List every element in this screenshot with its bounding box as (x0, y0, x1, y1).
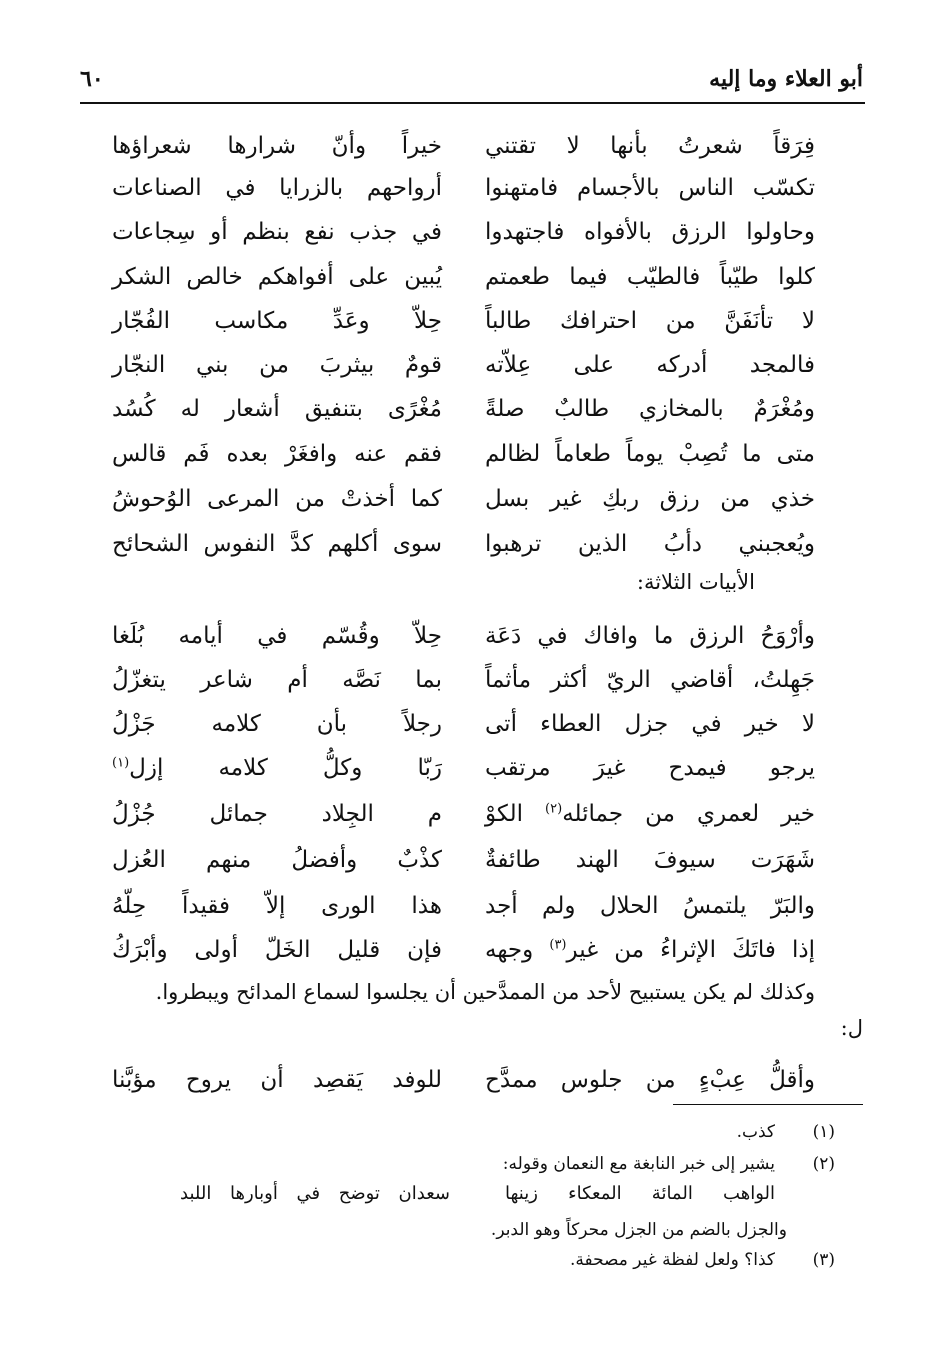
verse-line (112, 926, 815, 974)
footnote-ref-3[interactable]: (٣) (549, 937, 567, 953)
footnote-ref-2[interactable]: (٢) (545, 801, 563, 817)
verse-left-hemistich: بما نَصَّه أم شاعر يتغزّلُ (112, 667, 442, 693)
prose-paragraph: وكذلك لم يكن يستبيح لأحد من الممدَّحين أن يجلسوا لسماع المدائح ويبطروا. (155, 980, 815, 1004)
verse-right-hemistich: وأرْوَحُ الرزق ما وافاك في دَعَة (485, 623, 815, 649)
verse-line (112, 122, 815, 170)
footnote-rule (673, 1104, 863, 1105)
verse-right-hemistich: ويُعجبني دأبُ الذين ترهبوا (485, 531, 815, 557)
verse-line (112, 882, 815, 930)
footnote-number: (٣) (812, 1250, 835, 1270)
verse-left-hemistich: رجلاً بأن كلامه جَزْلُ (112, 711, 442, 737)
footnote-text: كذب. (736, 1122, 775, 1142)
footnote-verse (180, 1183, 775, 1213)
verse-right-hemistich: لا خير في جزل العطاء أتى (485, 711, 815, 737)
verse-right-text: إذا فاتَكَ الإثراءُ من غير (566, 937, 815, 963)
verse-right-text: خير لعمري من جمائله (562, 801, 815, 827)
verse-line (112, 1056, 815, 1104)
verse-right-hemistich: والبَرّ يلتمسُ الحلال ولم أجد (485, 893, 815, 919)
footnote-ref-1[interactable]: (١) (112, 755, 130, 771)
verse-line (112, 253, 815, 301)
verse-left-hemistich: م الجِلاد جمائل جُزْلُ (112, 801, 442, 827)
footnote-text: كذا؟ ولعل لفظة غير مصحفة. (569, 1250, 775, 1270)
header-rule (80, 102, 865, 104)
verse-right-end: وجهه (485, 937, 550, 963)
prose-continuation: ل: (840, 1016, 863, 1040)
page-header (80, 62, 863, 96)
page-number: ٦٠ (80, 66, 104, 92)
verse-right-end: الكوْ (485, 801, 546, 827)
verse-line (112, 164, 815, 212)
verse-left-hemistich: للوفد يَقصِد أن يروح مؤبَّنا (112, 1067, 442, 1093)
verse-line (112, 208, 815, 256)
verse-right-hemistich: وأقلُّ عِبْءٍ من جلوس ممدَّح (485, 1067, 815, 1093)
verse-right-hemistich: جَهِلتُ، أقاضي الريّ أكثر مأثماً (485, 667, 815, 693)
verse-line (112, 385, 815, 433)
verse-left-hemistich: حِلاّ وقُسّم في أيامه بُلَغا (112, 623, 442, 649)
verse-left-hemistich: كما أخذتْ من المرعى الوُحوشُ (112, 486, 442, 512)
verse-left-hemistich: حِلاّ وعَدِّ مكاسب الفُجّار (112, 308, 442, 334)
verse-left-hemistich: مُغْرًى بتنفيق أشعار له كُسُد (112, 396, 442, 422)
verse-right-hemistich: وحاولوا الرزق بالأفواه فاجتهدوا (485, 219, 815, 245)
verse-left-hemistich: فقم عنه وافغَرْ بعده فَم قالس (112, 441, 442, 467)
verse-left-hemistich (112, 755, 442, 781)
footnote-3 (108, 1246, 835, 1274)
footnote-verse-right: الواهب المائة المعكاء زينها (505, 1183, 775, 1204)
verse-left-hemistich: كذْبٌ وأفضلُ منهم العُزل (112, 847, 442, 873)
book-title: أبو العلاء وما إليه (709, 66, 863, 92)
verse-line (112, 656, 815, 704)
verse-line (112, 790, 815, 838)
verse-left-hemistich: قومٌ بيثربَ من بني النجّار (112, 352, 442, 378)
verse-left-text: رَبّا وكلُّ كلامه إزل (129, 755, 442, 781)
verse-left-hemistich: يُبين على أفواهكم خالص الشكر (112, 264, 442, 290)
verse-right-hemistich: فالمجد أدركه على عِلاّته (485, 352, 815, 378)
verse-right-hemistich: فِرَقاً شعرتُ بأنها لا تقتني (485, 133, 815, 159)
verse-right-hemistich: يرجو فيمدح غيرَ مرتقب (485, 755, 815, 781)
verse-left-hemistich: خيراً وأنّ شرارها شعراؤها (112, 133, 442, 159)
footnote-2-gloss (108, 1216, 835, 1244)
verse-right-hemistich: لا تأنَفَنَّ من احترافك طالباً (485, 308, 815, 334)
verse-left-hemistich: هذا الورى إلاّ فقيداً حِلّهُ (112, 893, 442, 919)
verse-left-hemistich: أرواحهم بالزرايا في الصناعات (112, 175, 442, 201)
verse-line (112, 612, 815, 660)
verse-right-hemistich (485, 801, 815, 827)
verse-right-hemistich: شَهَرَت سيوفَ الهند طائفةٌ (485, 847, 815, 873)
section-label: الأبيات الثلاثة: (636, 570, 755, 594)
verse-line (112, 520, 815, 568)
verse-right-hemistich: كلوا طيّباً فالطيّب فيما طعمتم (485, 264, 815, 290)
verse-right-hemistich: ومُغْرَمٌ بالمخازي طالبٌ صلةً (485, 396, 815, 422)
verse-line (112, 700, 815, 748)
footnote-number: (٢) (812, 1154, 835, 1174)
verse-line (112, 430, 815, 478)
footnote-text: والجزل بالضم من الجزل محركاً وهو الدبر. (490, 1220, 787, 1240)
footnote-verse-left: سعدان توضح في أوبارها اللبد (180, 1183, 450, 1204)
verse-right-hemistich: خذي من رزق ربكِ غير بسل (485, 486, 815, 512)
verse-line (112, 744, 815, 792)
verse-right-hemistich: متى ما تُصِبْ يوماً طعاماً لظالم (485, 441, 815, 467)
footnote-1 (108, 1118, 835, 1146)
verse-left-hemistich: في جذب نفع بنظم أو سِجاعات (112, 219, 442, 245)
verse-line (112, 836, 815, 884)
footnote-text: يشير إلى خبر النابغة مع النعمان وقوله: (502, 1154, 775, 1174)
verse-line (112, 297, 815, 345)
verse-line (112, 475, 815, 523)
verse-left-hemistich: سوى أكلهم كدَّ النفوس الشحائح (112, 531, 442, 557)
verse-left-hemistich: فإن قليل الخَلّ أولى وأبْرَكُ (112, 937, 442, 963)
footnote-number: (١) (812, 1122, 835, 1142)
footnote-2 (108, 1150, 835, 1178)
verse-right-hemistich: تكسّب الناس بالأجسام فامتهنوا (485, 175, 815, 201)
verse-line (112, 341, 815, 389)
verse-right-hemistich (485, 937, 815, 963)
